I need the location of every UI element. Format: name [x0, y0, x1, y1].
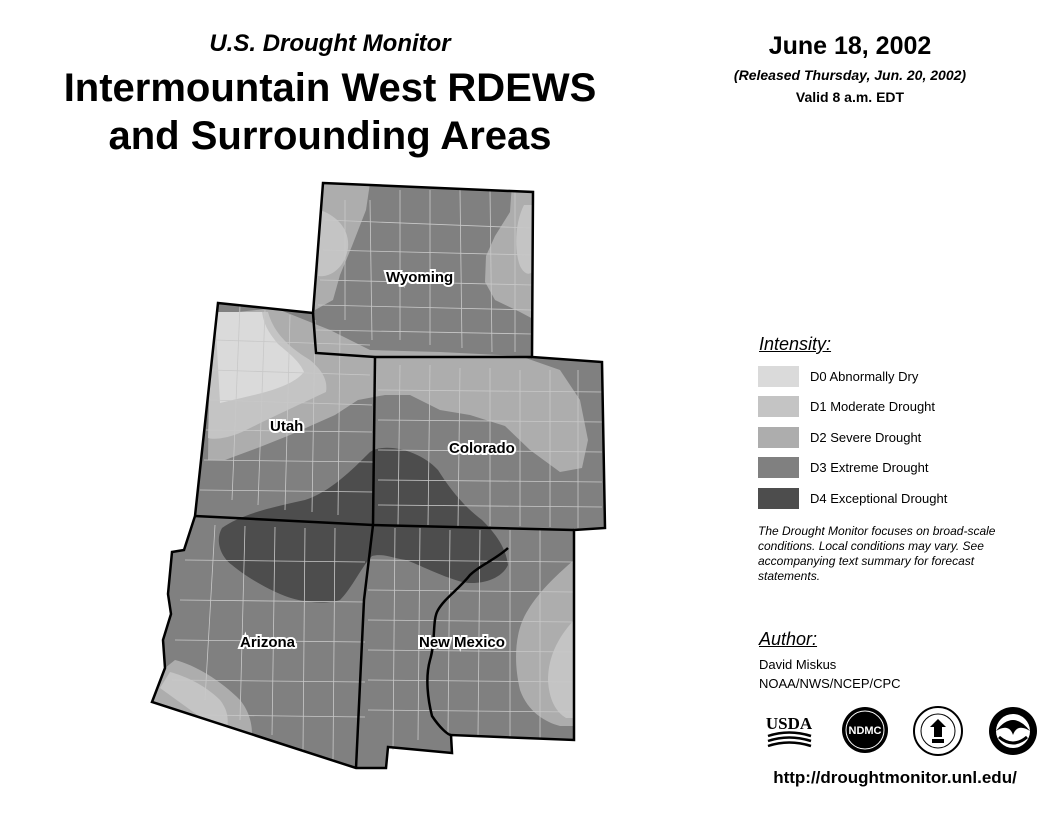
usda-logo	[762, 705, 817, 755]
state-label-utah: Utah	[270, 418, 304, 435]
legend-label: D3 Extreme Drought	[810, 460, 929, 475]
legend-swatch	[758, 427, 799, 448]
drought-map	[140, 175, 620, 775]
release-date: (Released Thursday, Jun. 20, 2002)	[733, 67, 967, 83]
noaa-logo	[987, 705, 1039, 757]
legend-label: D2 Severe Drought	[810, 430, 922, 445]
ndmc-logo	[840, 705, 890, 755]
valid-time: Valid 8 a.m. EDT	[795, 89, 905, 105]
legend-swatch	[758, 457, 799, 478]
ndmc-logo-text: NDMC	[848, 725, 882, 737]
author-title: Author:	[759, 629, 818, 649]
state-label-colorado: Colorado	[449, 440, 515, 457]
map-title-line1: Intermountain West RDEWS	[63, 66, 597, 110]
map-date: June 18, 2002	[768, 32, 932, 60]
source-url[interactable]: http://droughtmonitor.unl.edu/	[773, 768, 1017, 787]
legend-label: D1 Moderate Drought	[810, 399, 936, 414]
legend-title: Intensity:	[759, 334, 832, 354]
author-org: NOAA/NWS/NCEP/CPC	[759, 676, 901, 691]
usda-logo-text: USDA	[765, 714, 813, 733]
legend-label: D0 Abnormally Dry	[810, 369, 919, 384]
state-label-arizona: Arizona	[240, 634, 296, 651]
legend-swatch	[758, 488, 799, 509]
map-subtitle: U.S. Drought Monitor	[209, 30, 451, 57]
state-label-new-mexico: New Mexico	[419, 634, 505, 651]
legend-swatch	[758, 396, 799, 417]
legend-note: The Drought Monitor focuses on broad-scale conditions. Local conditions may vary. See accompanying text summary for forecast statements.	[758, 524, 996, 583]
doc-seal-logo	[912, 705, 964, 757]
author-name: David Miskus	[759, 657, 837, 672]
state-label-wyoming: Wyoming	[386, 269, 454, 286]
legend-swatch	[758, 366, 799, 387]
map-title-line2: and Surrounding Areas	[108, 114, 552, 158]
logo-row	[762, 705, 1042, 760]
legend-label: D4 Exceptional Drought	[810, 491, 948, 506]
